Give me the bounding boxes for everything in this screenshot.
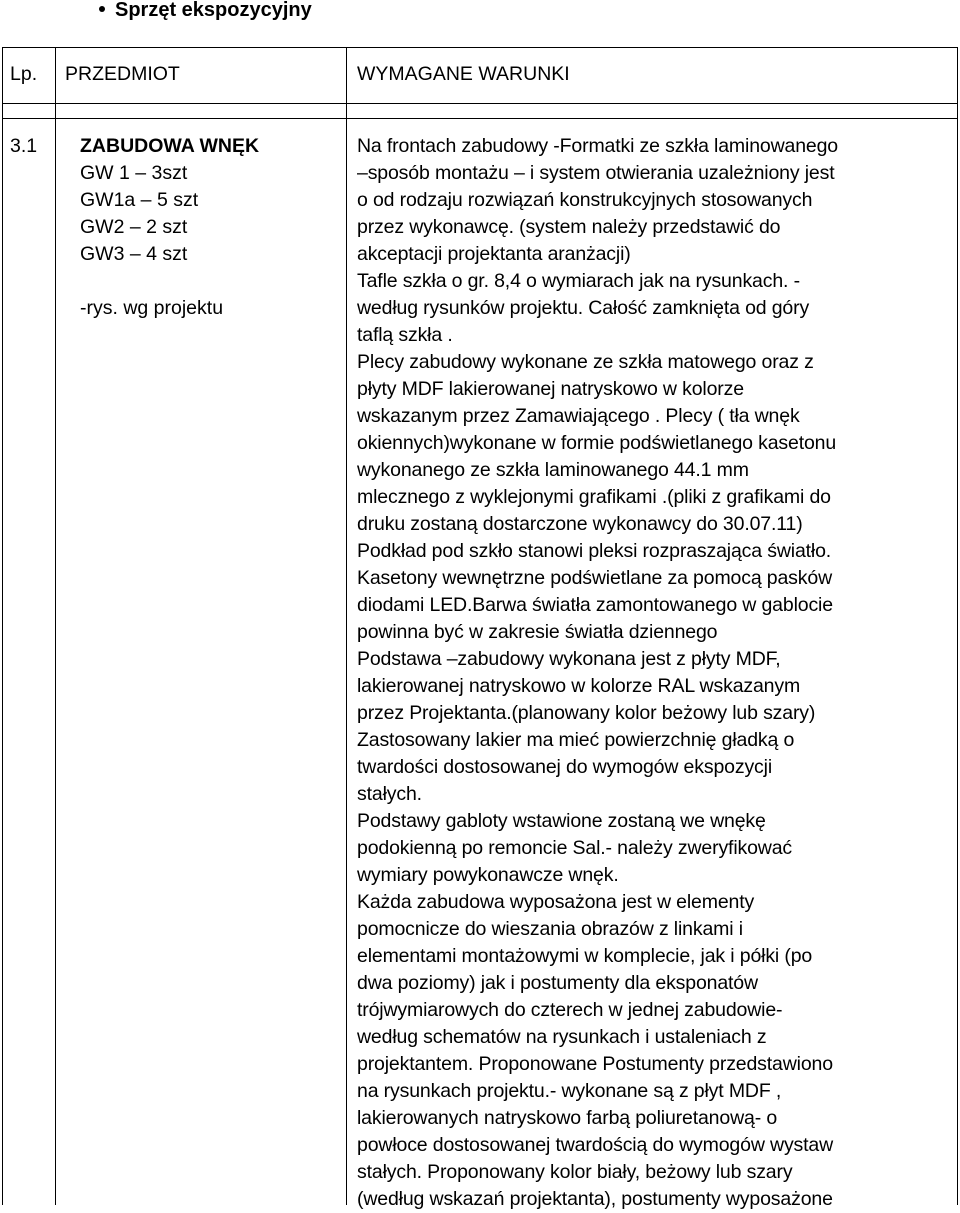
requirement-line: taflą szkła . (357, 324, 453, 346)
requirement-line: projektantem. Proponowane Postumenty przedstawiono (357, 1053, 833, 1075)
requirement-line: diodami LED.Barwa światła zamontowanego w gablocie (357, 594, 833, 616)
item-line: -rys. wg projektu (80, 297, 224, 319)
row-lp: 3.1 (10, 135, 38, 157)
requirement-line: wskazanym przez Zamawiającego . Plecy ( tła wnęk (357, 405, 800, 427)
requirement-line: stałych. Proponowany kolor biały, beżowy lub szary (357, 1161, 793, 1183)
row-requirements (357, 133, 838, 1213)
requirement-line: stałych. (357, 783, 422, 805)
requirement-line: powłoce dostosowanej twardością do wymogów wystaw (357, 1134, 834, 1156)
requirement-line: mlecznego z wyklejonymi grafikami .(pliki z grafikami do (357, 486, 831, 508)
requirement-line: wykonanego ze szkła laminowanego 44.1 mm (357, 459, 749, 481)
requirement-line: przez wykonawcę. (system należy przedstawić do (357, 216, 781, 238)
requirement-line: (według wskazań projektanta), postumenty wyposażone (357, 1188, 833, 1210)
requirement-line: Podstawy gabloty wstawione zostaną we wnękę (357, 810, 766, 832)
requirement-line: akceptacji projektanta aranżacji) (357, 243, 631, 265)
item-line: GW1a – 5 szt (80, 189, 199, 211)
requirement-line: przez Projektanta.(planowany kolor beżowy lub szary) (357, 702, 816, 724)
requirement-line: okiennych)wykonane w formie podświetlanego kasetonu (357, 432, 837, 454)
requirement-line: Tafle szkła o gr. 8,4 o wymiarach jak na rysunkach. - (357, 270, 800, 292)
item-line: GW2 – 2 szt (80, 216, 188, 238)
requirement-line: lakierowanej natryskowo w kolorze RAL wskazanym (357, 675, 801, 697)
row-item (80, 133, 340, 322)
requirement-line: o od rodzaju rozwiązań konstrukcyjnych stosowanych (357, 189, 813, 211)
requirement-line: według rysunków projektu. Całość zamknięta od góry (357, 297, 810, 319)
requirement-line: trójwymiarowych do czterech w jednej zabudowie- (357, 999, 783, 1021)
requirement-line: –sposób montażu – i system otwierania uzależniony jest (357, 162, 835, 184)
section-heading-text: Sprzęt ekspozycyjny (115, 0, 312, 21)
header-row-separator (2, 103, 958, 104)
column-divider-1 (55, 47, 56, 1205)
requirement-line: dwa poziomy) jak i postumenty dla eksponatów (357, 972, 758, 994)
header-requirements: WYMAGANE WARUNKI (357, 63, 570, 85)
requirement-line: podokienną po remoncie Sal.- należy zweryfikować (357, 837, 793, 859)
table-border-left (2, 47, 3, 1205)
requirement-line: twardości dostosowanej do wymogów ekspozycji (357, 756, 773, 778)
header-lp: Lp. (10, 63, 38, 85)
requirement-line: Podkład pod szkło stanowi pleksi rozpraszająca światło. (357, 540, 832, 562)
row-separator (2, 118, 958, 119)
item-line (80, 268, 340, 295)
requirement-line: na rysunkach projektu.- wykonane są z płyt MDF , (357, 1080, 782, 1102)
requirement-line: Plecy zabudowy wykonane ze szkła matowego oraz z (357, 351, 814, 373)
requirement-line: elementami montażowymi w komplecie, jak i półki (po (357, 945, 813, 967)
requirement-line: według schematów na rysunkach i ustaleniach z (357, 1026, 767, 1048)
requirement-line: powinna być w zakresie światła dziennego (357, 621, 718, 643)
section-heading (99, 0, 312, 23)
requirement-line: wymiary powykonawcze wnęk. (357, 864, 619, 886)
requirement-line: Na frontach zabudowy -Formatki ze szkła laminowanego (357, 135, 839, 157)
item-quantity-list (80, 160, 340, 322)
item-line: GW3 – 4 szt (80, 243, 188, 265)
requirement-line: Zastosowany lakier ma mieć powierzchnię gładką o (357, 729, 795, 751)
table-border-right (957, 47, 958, 1205)
bullet-icon (99, 6, 105, 12)
item-line: GW 1 – 3szt (80, 162, 188, 184)
requirement-line: lakierowanych natryskowo farbą poliuretanową- o (357, 1107, 778, 1129)
header-item: PRZEDMIOT (65, 63, 180, 85)
requirement-line: płyty MDF lakierowanej natryskowo w kolorze (357, 378, 744, 400)
requirement-line: Kasetony wewnętrzne podświetlane za pomocą pasków (357, 567, 833, 589)
requirement-line: druku zostaną dostarczone wykonawcy do 30.07.11) (357, 513, 803, 535)
column-divider-2 (346, 47, 347, 1205)
item-title: ZABUDOWA WNĘK (80, 135, 260, 157)
requirement-line: Każda zabudowa wyposażona jest w elementy (357, 891, 755, 913)
requirement-line: Podstawa –zabudowy wykonana jest z płyty MDF, (357, 648, 781, 670)
requirement-line: pomocnicze do wieszania obrazów z linkami i (357, 918, 743, 940)
table-border-top (2, 47, 958, 48)
